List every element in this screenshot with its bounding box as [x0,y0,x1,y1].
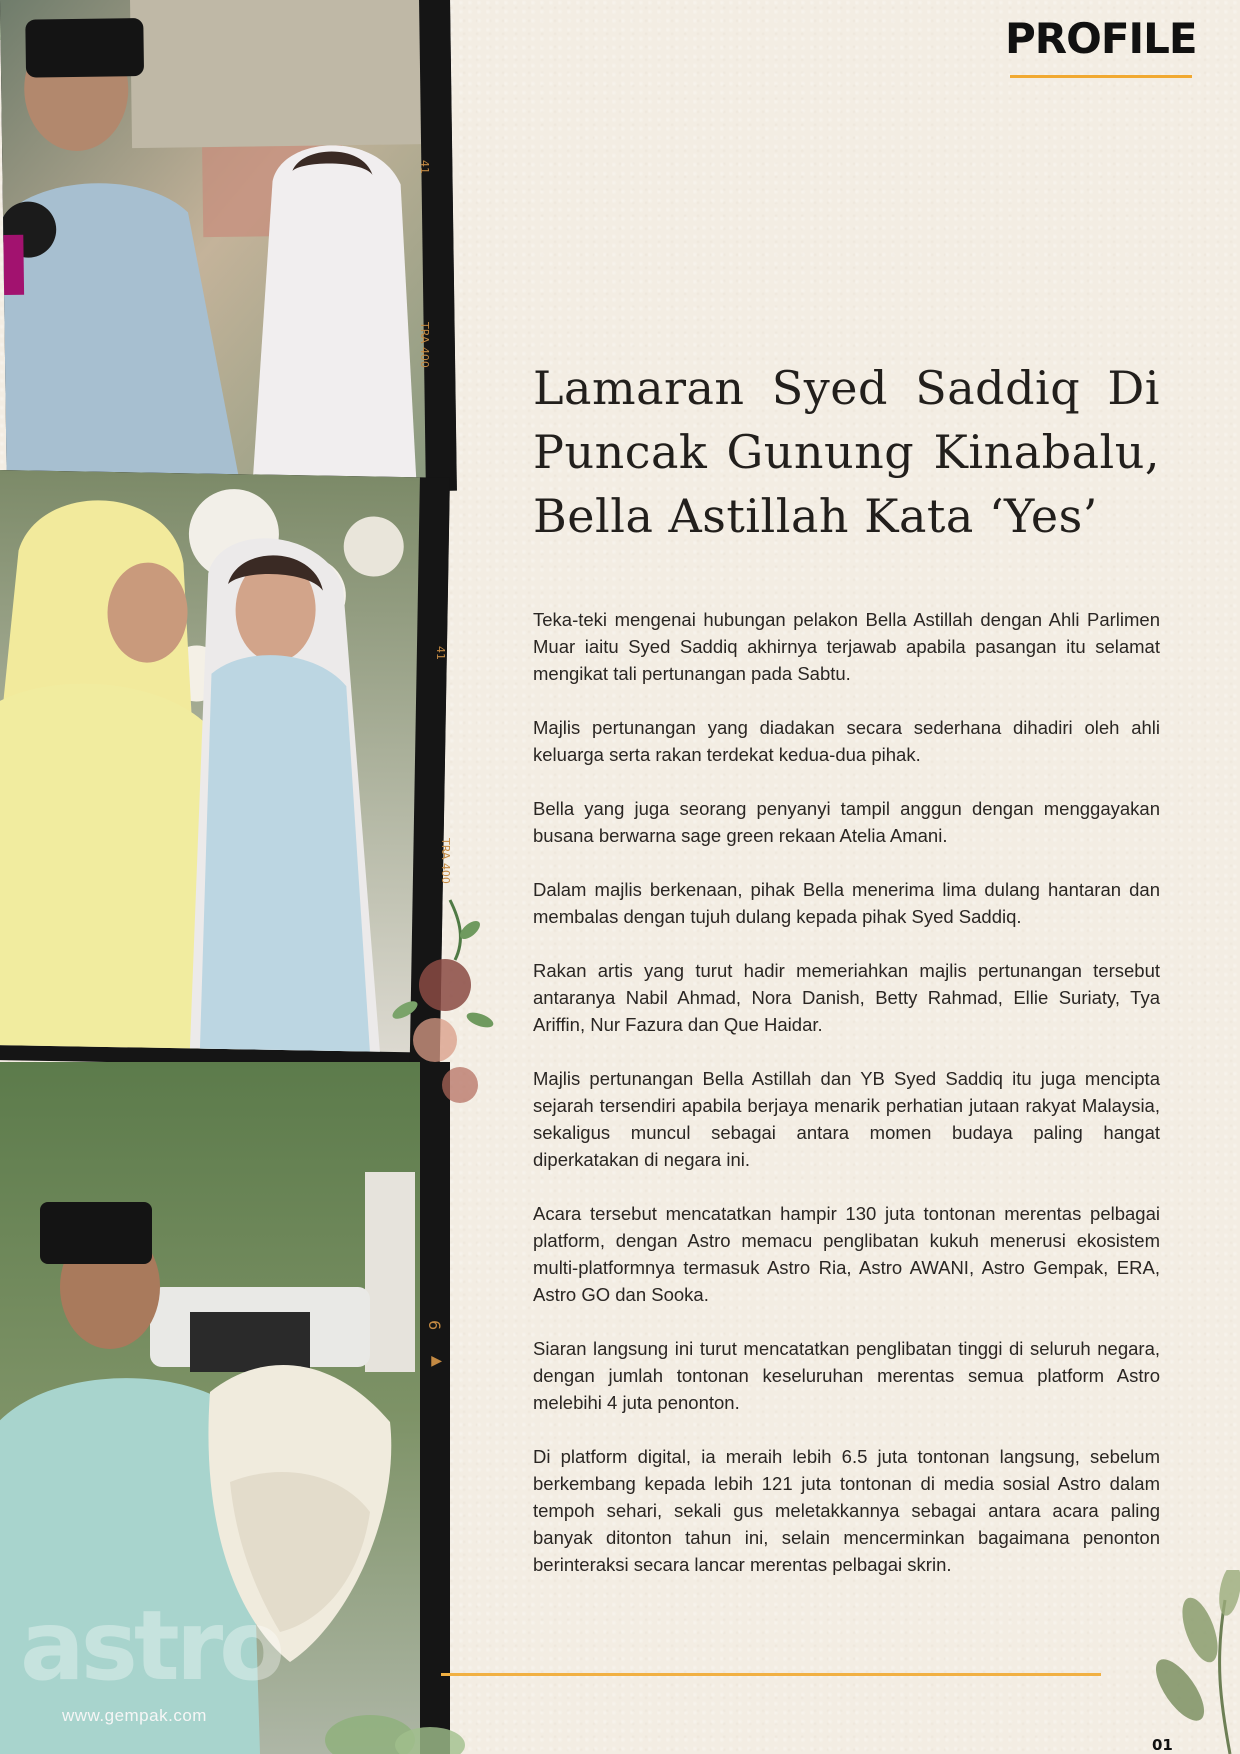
article-paragraph: Siaran langsung ini turut mencatatkan penglibatan tinggi di seluruh negara, dengan jumlah tontonan keseluruhan merentas semua platform Astro melebihi 4 juta penonton. [533,1338,1160,1413]
article-paragraph: Rakan artis yang turut hadir memeriahkan majlis pertunangan tersebut antaranya Nabil Ahmad, Nora Danish, Betty Rahmad, Ellie Suriaty, Tya Ariffin, Nur Fazura dan Que Haidar. [533,960,1160,1035]
article-paragraph: Acara tersebut mencatatkan hampir 130 juta tontonan merentas pelbagai platform, dengan Astro memacu penglibatan kukuh menerusi ekosistem multi-platformnya termasuk Astro Ria, Astro AWANI, Astro Gempak, ERA, Astro GO dan Sooka. [533,1203,1160,1305]
film-mark-film-type: TRA 400 [418,322,431,368]
astro-watermark: astro [20,1590,282,1702]
film-mark-arrow: ▲ [429,1356,445,1367]
article-paragraph: Dalam majlis berkenaan, pihak Bella menerima lima dulang hantaran dan membalas dengan tujuh dulang kepada pihak Syed Saddiq. [533,879,1160,927]
film-mark-frame-number: 6 [425,1320,444,1331]
article-paragraph: Di platform digital, ia meraih lebih 6.5 juta tontonan langsung, sebelum berkembang kepada lebih 121 juta tontonan di media sosial Astro dalam tempoh sehari, sekali gus meletakkannya sebagai antara acara paling banyak ditonton tahun ini, selain mencerminkan bagaimana penonton berinteraksi secara lancar merentas pelbagai skrin. [533,1446,1160,1575]
leaf-decoration-bottom-left [320,1700,470,1754]
film-mark-frame-number: 41 [434,646,447,660]
article-paragraph: Bella yang juga seorang penyanyi tampil anggun dengan menggayakan busana berwarna sage green rekaan Atelia Amani. [533,798,1160,846]
floral-decoration-center [380,890,510,1130]
film-mark-frame-number: 41 [418,160,431,174]
article-body [533,606,1160,1605]
article-paragraph: Majlis pertunangan yang diadakan secara sederhana dihadiri oleh ahli keluarga serta rakan terdekat kedua-dua pihak. [533,717,1160,765]
article-paragraph: Teka-teki mengenai hubungan pelakon Bella Astillah dengan Ahli Parlimen Muar iaitu Syed Saddiq akhirnya terjawab apabila pasangan itu selamat mengikat tali pertunangan pada Sabtu. [533,609,1160,684]
film-mark-film-type: TRA 400 [439,838,452,884]
page-number: 01 [1152,1736,1173,1754]
footer-rule [441,1673,1101,1676]
website-url: www.gempak.com [62,1706,207,1725]
section-label-underline [1010,75,1192,78]
article-paragraph: Majlis pertunangan Bella Astillah dan YB Syed Saddiq itu juga mencipta sejarah tersendiri apabila berjaya menarik perhatian jutaan rakyat Malaysia, sekaligus muncul sebagai antara momen budaya paling hangat diperkatakan di negara ini. [533,1068,1160,1170]
article-headline: Lamaran Syed Saddiq Di Puncak Gunung Kinabalu, Bella Astillah Kata ‘Yes’ [533,361,1160,543]
photo-couple-interview [0,0,457,497]
section-label: PROFILE [1005,14,1197,63]
